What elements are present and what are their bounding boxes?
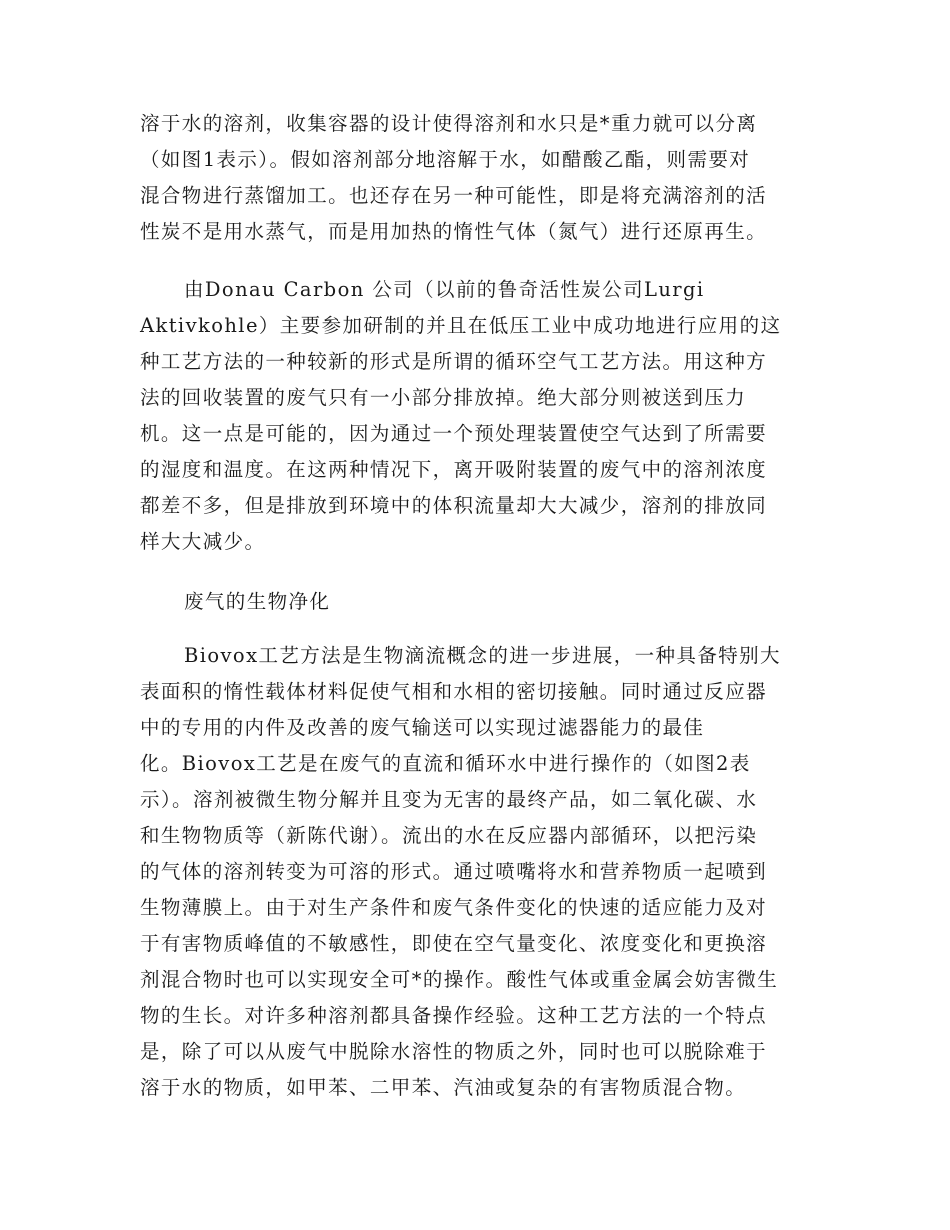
text-line: 溶于水的物质，如甲苯、二甲苯、汽油或复杂的有害物质混合物。 [140,1076,747,1099]
text-line: 性炭不是用水蒸气，而是用加热的惰性气体（氮气）进行还原再生。 [140,220,768,243]
text-line: 示）。溶剂被微生物分解并且变为无害的最终产品，如二氧化碳、水 [140,788,758,811]
text-line: 的湿度和温度。在这两种情况下，离开吸附装置的废气中的溶剂浓度 [140,458,768,481]
text-line: 剂混合物时也可以实现安全可*的操作。酸性气体或重金属会妨害微生 [140,968,779,991]
text-line: 和生物物质等（新陈代谢）。流出的水在反应器内部循环，以把污染 [140,824,758,847]
text-line: 是，除了可以从废气中脱除水溶性的物质之外，同时也可以脱除难于 [140,1040,768,1063]
text-line: 溶于水的溶剂，收集容器的设计使得溶剂和水只是*重力就可以分离 [140,112,758,135]
paragraph-circulating-air-process [140,272,820,560]
text-line: （如图1表示）。假如溶剂部分地溶解于水，如醋酸乙酯，则需要对 [140,148,751,171]
paragraph-biovox-process [140,638,820,1106]
text-line: 表面积的惰性载体材料促使气相和水相的密切接触。同时通过反应器 [140,680,768,703]
section-heading: 废气的生物净化 [184,590,331,613]
paragraph-solvent-recovery [140,106,820,250]
text-line: Aktivkohle）主要参加研制的并且在低压工业中成功地进行应用的这 [140,314,782,337]
text-line: 都差不多，但是排放到环境中的体积流量却大大减少，溶剂的排放同 [140,494,768,517]
text-line: 的气体的溶剂转变为可溶的形式。通过喷嘴将水和营养物质一起喷到 [140,860,768,883]
text-line: 生物薄膜上。由于对生产条件和废气条件变化的快速的适应能力及对 [140,896,768,919]
text-line: 法的回收装置的废气只有一小部分排放掉。绝大部分则被送到压力 [140,386,747,409]
text-line: Biovox工艺方法是生物滴流概念的进一步进展，一种具备特别大 [184,644,781,667]
text-line: 化。Biovox工艺是在废气的直流和循环水中进行操作的（如图2表 [140,752,751,775]
text-line: 于有害物质峰值的不敏感性，即使在空气量变化、浓度变化和更换溶 [140,932,768,955]
text-line: 物的生长。对许多种溶剂都具备操作经验。这种工艺方法的一个特点 [140,1004,768,1027]
text-line: 由Donau Carbon 公司（以前的鲁奇活性炭公司Lurgi [184,278,705,301]
section-heading-biological-purification [140,584,820,620]
text-line: 样大大减少。 [140,530,266,553]
text-line: 种工艺方法的一种较新的形式是所谓的循环空气工艺方法。用这种方 [140,350,768,373]
text-line: 机。这一点是可能的，因为通过一个预处理装置使空气达到了所需要 [140,422,768,445]
text-line: 中的专用的内件及改善的废气输送可以实现过滤器能力的最佳 [140,716,705,739]
text-line: 混合物进行蒸馏加工。也还存在另一种可能性，即是将充满溶剂的活 [140,184,768,207]
